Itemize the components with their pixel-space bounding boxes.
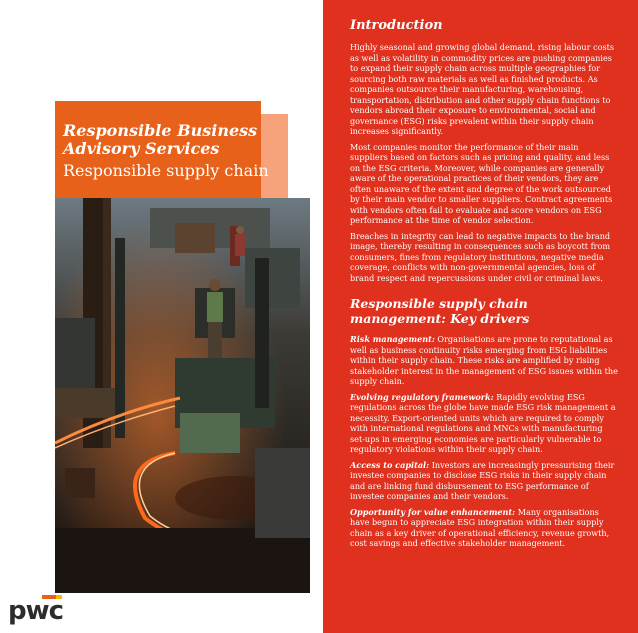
key-drivers-heading: Responsible supply chain management: Key drivers	[350, 296, 530, 326]
driver-lead: Risk management:	[350, 334, 435, 344]
driver-text: Rapidly evolving ESG regulations across the globe have made ESG risk management a necessity. Export-oriented units which are required to comply with international regulations and MNCs with manufacturing set-ups in emerging economies are particularly vulnerable to regulatory violations within their supply chain.	[350, 391, 616, 454]
article-content	[350, 18, 618, 554]
driver-regulatory-framework	[350, 392, 618, 455]
intro-paragraph-2: Most companies monitor the performance of their main suppliers based on factors such as pricing and quality, and less on the ESG criteria. Moreover, while companies are generally aware of the operational practices of their vendors, they are often unaware of the extent and degree of the work outsourced by their main vendor to smaller suppliers. Contract agreements with vendors often fail to evaluate and score vendors on ESG performance at the time of vendor selection.	[350, 141, 613, 225]
driver-text: Many organisations have begun to appreciate ESG integration within their supply chain as a key driver of operational efficiency, revenue growth, cost savings and effective stakeholder management.	[350, 506, 610, 548]
driver-access-to-capital	[350, 460, 618, 502]
intro-paragraph-1: Highly seasonal and growing global demand, rising labour costs as well as volatility in commodity prices are pushing companies to expand their supply chain across multiple geographies for sourcing both raw materials as well as finished products. As companies outsource their manufacturing, warehousing, transportation, distribution and other supply chain functions to vendors abroad their exposure to environmental, social and governance (ESG) risks prevalent within their supply chain increases significantly.	[350, 42, 615, 136]
steel-factory-photo	[55, 198, 310, 593]
driver-lead: Access to capital:	[350, 459, 430, 470]
logo-text: pwc	[8, 596, 64, 626]
intro-heading: Introduction	[350, 18, 443, 33]
intro-paragraph-3: Breaches in integrity can lead to negative impacts to the brand image, thereby resulting in consequences such as boycott from consumers, fines from regulatory institutions, negative media coverage, conflicts with non-governmental agencies, loss of brand respect and repercussions under civil or criminal laws.	[350, 230, 611, 283]
driver-text: Organisations are prone to reputational as well as business continuity risks emerging from ESG liabilities within their supply chain. These risks are amplified by rising stakeholder interest in the management of ESG issues within the supply chain.	[350, 334, 618, 386]
driver-value-enhancement	[350, 507, 618, 549]
service-title: Responsible Business Advisory Services	[63, 121, 258, 158]
driver-text: Investors are increasingly pressurising their investee companies to disclose ESG risks in their supply chain and are linking fund disbursement to ESG performance of investee companies and their vendors.	[350, 459, 615, 501]
driver-lead: Evolving regulatory framework:	[350, 391, 494, 402]
driver-lead: Opportunity for value enhancement:	[350, 506, 516, 517]
factory-illustration	[55, 198, 310, 593]
pwc-logo	[8, 593, 68, 633]
service-subtitle: Responsible supply chain	[63, 161, 269, 180]
driver-risk-management	[350, 334, 618, 387]
